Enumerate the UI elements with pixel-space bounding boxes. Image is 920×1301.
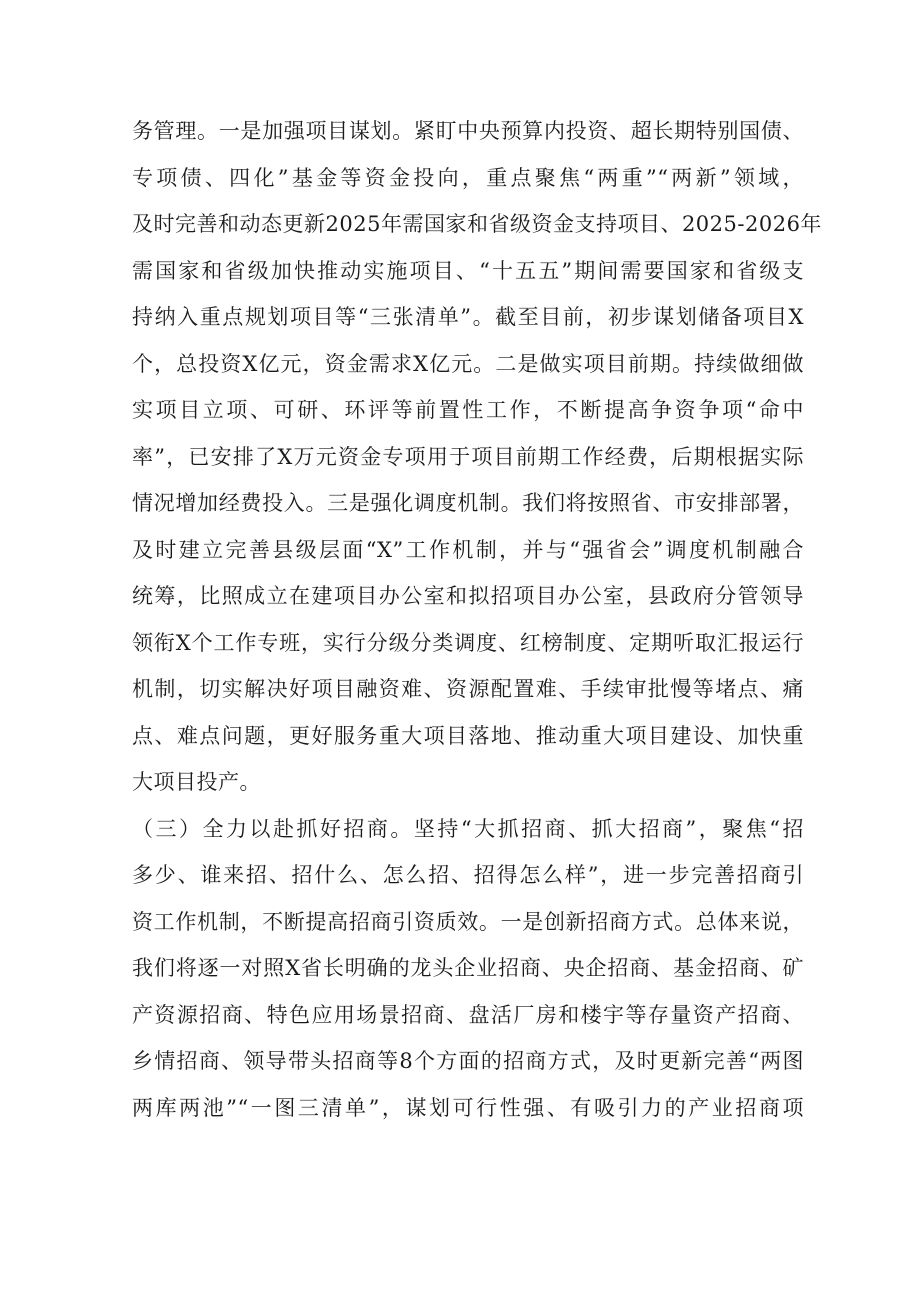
text-line: 领衔X个工作专班，实行分级分类调度、红榜制度、定期听取汇报运行 — [132, 630, 804, 655]
text-line: 统筹，比照成立在建项目办公室和拟招项目办公室，县政府分管领导 — [132, 584, 804, 608]
text-line: 资工作机制，不断提高招商引资质效。一是创新招商方式。总体来说， — [132, 909, 804, 934]
text-line: 实项目立项、可研、环评等前置性工作，不断提高争资争项“命中 — [132, 398, 804, 422]
text-line: 持纳入重点规划项目等“三张清单”。截至目前，初步谋划储备项目X — [132, 305, 804, 329]
text-line: 及时完善和动态更新2025年需国家和省级资金支持项目、2025-2026年 — [132, 212, 822, 236]
text-line: 务管理。一是加强项目谋划。紧盯中央预算内投资、超长期特别国债、 — [132, 119, 804, 143]
text-line: 点、难点问题，更好服务重大项目落地、推动重大项目建设、加快重 — [132, 723, 804, 748]
text-line: 率”，已安排了X万元资金专项用于项目前期工作经费，后期根据实际 — [132, 444, 804, 469]
paragraph-end-line: 大项目投产。 — [132, 770, 261, 794]
text-line: 产资源招商、特色应用场景招商、盘活厂房和楼宇等存量资产招商、 — [132, 1002, 804, 1027]
body-text — [132, 108, 822, 1131]
text-line: 专项债、四化”基金等资金投向，重点聚焦“两重”“两新”领域， — [132, 165, 804, 190]
text-line: 两库两池”“一图三清单”，谋划可行性强、有吸引力的产业招商项 — [132, 1095, 804, 1120]
text-line: 多少、谁来招、招什么、怎么招、招得怎么样”，进一步完善招商引 — [132, 863, 804, 887]
text-line: 机制，切实解决好项目融资难、资源配置难、手续审批慢等堵点、痛 — [132, 677, 804, 701]
section-heading-line: （三）全力以赴抓好招商。坚持“大抓招商、抓大招商”，聚焦“招 — [132, 816, 804, 841]
text-line: 乡情招商、领导带头招商等8个方面的招商方式，及时更新完善“两图 — [132, 1049, 804, 1073]
text-line: 情况增加经费投入。三是强化调度机制。我们将按照省、市安排部署， — [132, 491, 804, 515]
text-line: 需国家和省级加快推动实施项目、“十五五”期间需要国家和省级支 — [132, 258, 804, 283]
text-line: 个，总投资X亿元，资金需求X亿元。二是做实项目前期。持续做细做 — [132, 351, 804, 376]
text-line: 及时建立完善县级层面“X”工作机制，并与“强省会”调度机制融合 — [132, 537, 804, 562]
text-line: 我们将逐一对照X省长明确的龙头企业招商、央企招商、基金招商、矿 — [132, 956, 804, 980]
